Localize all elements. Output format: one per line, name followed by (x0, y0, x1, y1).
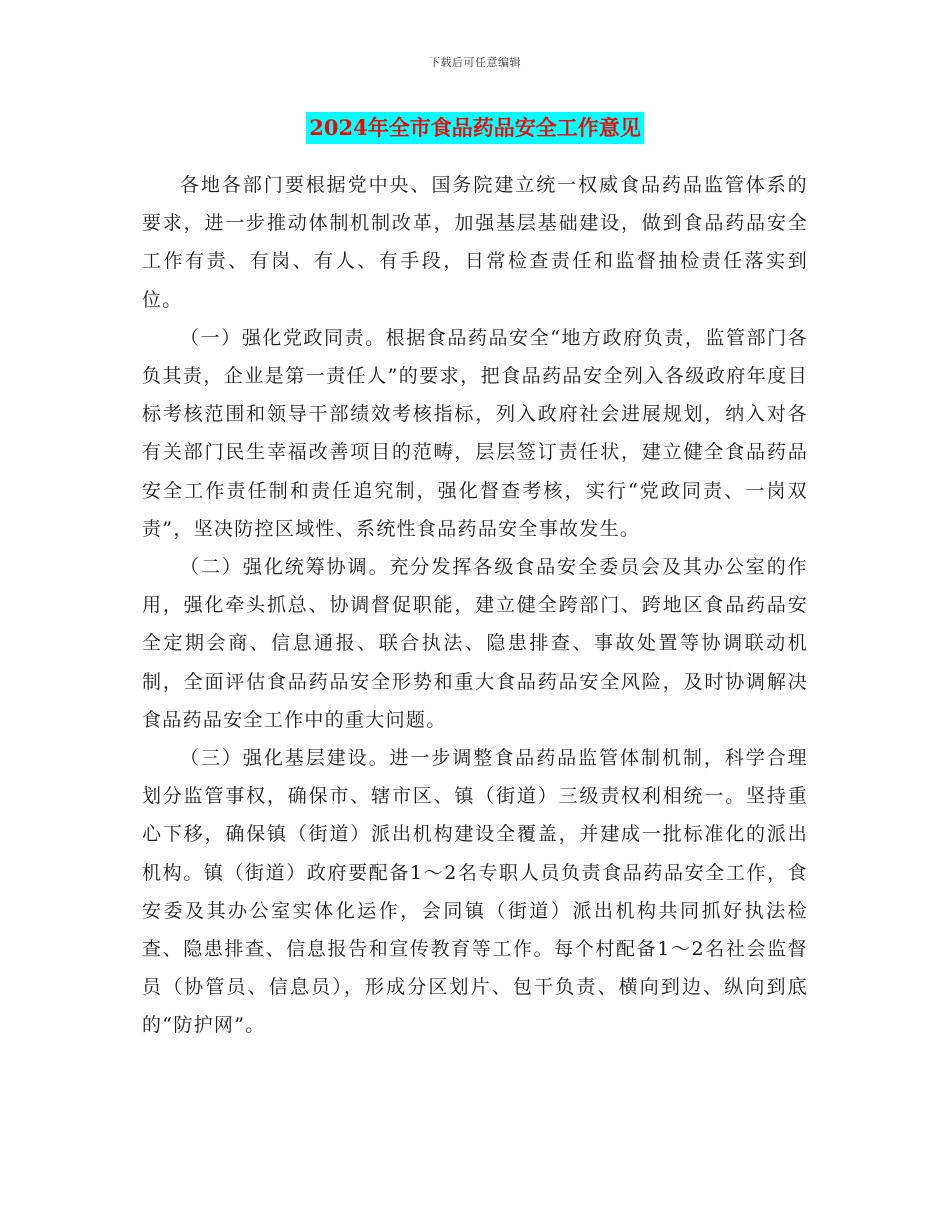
header-note: 下载后可任意编辑 (429, 56, 521, 69)
paragraph-2: （二）强化统筹协调。充分发挥各级食品安全委员会及其办公室的作用，强化牵头抓总、协调督促职能，建立健全跨部门、跨地区食品药品安全定期会商、信息通报、联合执法、隐患排查、事故处置等协调联动机制，全面评估食品药品安全形势和重大食品药品安全风险，及时协调解决食品药品安全工作中的重大问题。 (142, 556, 808, 731)
paragraph-3: （三）强化基层建设。进一步调整食品药品监管体制机制，科学合理划分监管事权，确保市、辖市区、镇（街道）三级责权利相统一。坚持重心下移，确保镇（街道）派出机构建设全覆盖，并建成一批标准化的派出机构。镇（街道）政府要配备1～2名专职人员负责食品药品安全工作，食安委及其办公室实体化运作，会同镇（街道）派出机构共同抓好执法检查、隐患排查、信息报告和宣传教育等工作。每个村配备1～2名社会监督员（协管员、信息员），形成分区划片、包干负责、横向到边、纵向到底的“防护网”。 (142, 747, 808, 1037)
document-body (142, 166, 808, 1045)
title-block (0, 112, 950, 144)
paragraph-1: （一）强化党政同责。根据食品药品安全“地方政府负责，监管部门各负其责，企业是第一责任人”的要求，把食品药品安全列入各级政府年度目标考核范围和领导干部绩效考核指标，列入政府社会进展规划，纳入对各有关部门民生幸福改善项目的范畴，层层签订责任状，建立健全食品药品安全工作责任制和责任追究制，强化督查考核，实行“党政同责、一岗双责”，坚决防控区域性、系统性食品药品安全事故发生。 (142, 326, 808, 540)
paragraph-intro: 各地各部门要根据党中央、国务院建立统一权威食品药品监管体系的要求，进一步推动体制机制改革，加强基层基础建设，做到食品药品安全工作有责、有岗、有人、有手段，日常检查责任和监督抽检责任落实到位。 (142, 174, 808, 311)
document-title: 2024年全市食品药品安全工作意见 (306, 112, 643, 144)
